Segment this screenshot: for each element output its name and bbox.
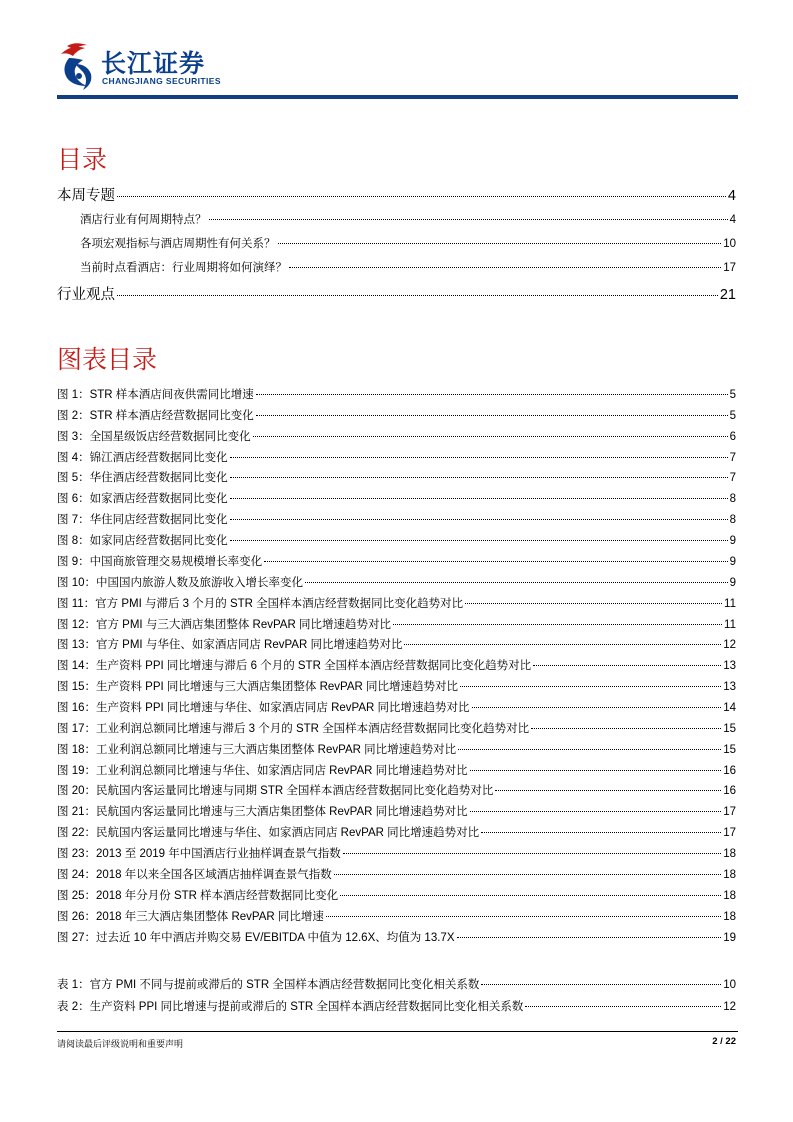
figure-entry[interactable] (57, 490, 736, 506)
figure-entry[interactable] (57, 532, 736, 548)
figure-entry-label: 图 24：2018 年以来全国各区域酒店抽样调查景气指数 (57, 869, 332, 881)
figure-entry[interactable] (57, 803, 736, 819)
figure-entry[interactable] (57, 762, 736, 778)
figure-entry-page: 19 (723, 932, 736, 944)
table-entry[interactable] (57, 976, 736, 992)
figure-entry[interactable] (57, 866, 736, 882)
header (57, 40, 737, 98)
toc-entry-page: 17 (723, 262, 736, 274)
dot-leader (343, 853, 721, 854)
figure-entry[interactable] (57, 616, 736, 632)
dot-leader (457, 937, 722, 938)
figure-entry-page: 13 (723, 681, 736, 693)
dot-leader (481, 984, 721, 985)
toc-entry[interactable] (57, 184, 736, 205)
figure-entry-label: 图 14：生产资料 PPI 同比增速与滞后 6 个月的 STR 全国样本酒店经营数据同比变化趋势对比 (57, 660, 532, 672)
figure-entry-page: 7 (729, 452, 736, 464)
dot-leader (305, 582, 728, 583)
figure-entry-page: 5 (729, 389, 736, 401)
dot-leader (230, 477, 728, 478)
toc-entry-label: 行业观点 (57, 287, 115, 303)
figure-entry-page: 18 (723, 869, 736, 881)
figure-entry-page: 8 (729, 514, 736, 526)
dot-leader (230, 519, 728, 520)
toc-entry-label: 酒店行业有何周期特点？ (80, 214, 207, 226)
figure-entry-label: 图 2：STR 样本酒店经营数据同比变化 (57, 410, 254, 422)
figure-entry-page: 15 (723, 723, 736, 735)
figure-entry-label: 图 25：2018 年分月份 STR 样本酒店经营数据同比变化 (57, 890, 339, 902)
figure-entry-label: 图 11：官方 PMI 与滞后 3 个月的 STR 全国样本酒店经营数据同比变化趋势对比 (57, 598, 464, 610)
figure-entry-page: 15 (723, 744, 736, 756)
figure-entry-label: 图 7：华住同店经营数据同比变化 (57, 514, 228, 526)
figure-entry-page: 11 (724, 619, 736, 631)
figure-entry[interactable] (57, 407, 736, 423)
figure-entry-page: 16 (723, 765, 736, 777)
figure-entry-page: 18 (723, 911, 736, 923)
dot-leader (465, 603, 722, 604)
footer-divider (57, 1031, 738, 1032)
figure-entry-label: 图 13：官方 PMI 与华住、如家酒店同店 RevPAR 同比增速趋势对比 (57, 639, 403, 651)
toc-entry-label: 本周专题 (57, 188, 115, 204)
figure-entry[interactable] (57, 574, 736, 590)
figure-entry-label: 图 6：如家酒店经营数据同比变化 (57, 493, 228, 505)
header-divider (57, 95, 738, 99)
figure-entry-label: 图 10：中国国内旅游人数及旅游收入增长率变化 (57, 577, 303, 589)
toc-entry[interactable] (80, 259, 736, 275)
dot-leader (209, 219, 728, 220)
dot-leader (256, 415, 728, 416)
dot-leader (460, 686, 721, 687)
figure-entry[interactable] (57, 782, 736, 798)
figure-entry-label: 图 22：民航国内客运量同比增速与华住、如家酒店同店 RevPAR 同比增速趋势对比 (57, 827, 480, 839)
figure-entry-label: 图 16：生产资料 PPI 同比增速与华住、如家酒店同店 RevPAR 同比增速趋势对比 (57, 702, 470, 714)
figure-entry-page: 18 (723, 848, 736, 860)
figure-entry-label: 图 12：官方 PMI 与三大酒店集团整体 RevPAR 同比增速趋势对比 (57, 619, 391, 631)
table-entry-label: 表 1：官方 PMI 不同与提前或滞后的 STR 全国样本酒店经营数据同比变化相关系数 (57, 979, 480, 991)
figure-entry[interactable] (57, 449, 736, 465)
dot-leader (533, 665, 721, 666)
table-entry-label: 表 2：生产资料 PPI 同比增速与提前或滞后的 STR 全国样本酒店经营数据同比变化相关系数 (57, 1001, 524, 1013)
table-entry[interactable] (57, 998, 736, 1014)
figure-entry[interactable] (57, 824, 736, 840)
figure-entry[interactable] (57, 908, 736, 924)
figure-entry[interactable] (57, 428, 736, 444)
dot-leader (525, 1006, 721, 1007)
toc-title: 目录 (57, 145, 108, 174)
toc-entry-page: 10 (723, 238, 736, 250)
dot-leader (117, 295, 718, 296)
dot-leader (340, 895, 721, 896)
figure-entry[interactable] (57, 511, 736, 527)
figure-entry-page: 12 (723, 639, 736, 651)
figure-entry[interactable] (57, 741, 736, 757)
dot-leader (264, 561, 728, 562)
dot-leader (458, 749, 721, 750)
dot-leader (230, 498, 728, 499)
toc-entry[interactable] (57, 283, 736, 304)
figure-entry-label: 图 3：全国星级饭店经营数据同比变化 (57, 431, 251, 443)
dot-leader (326, 916, 721, 917)
figure-entry-label: 图 23：2013 至 2019 年中国酒店行业抽样调查景气指数 (57, 848, 341, 860)
figure-entry-page: 5 (729, 410, 736, 422)
dot-leader (256, 394, 728, 395)
figure-entry-label: 图 1：STR 样本酒店间夜供需同比增速 (57, 389, 254, 401)
dot-leader (404, 644, 721, 645)
figure-entry-page: 9 (729, 577, 736, 589)
dot-leader (495, 790, 721, 791)
figure-entry-page: 7 (729, 472, 736, 484)
figure-entry-label: 图 8：如家同店经营数据同比变化 (57, 535, 228, 547)
figure-entry-page: 14 (723, 702, 736, 714)
figure-entry-page: 16 (723, 785, 736, 797)
toc-entry-page: 4 (729, 214, 736, 226)
figure-entry-label: 图 9：中国商旅管理交易规模增长率变化 (57, 556, 263, 568)
figure-entry-page: 9 (729, 535, 736, 547)
toc-entry[interactable] (80, 211, 736, 227)
figure-entry[interactable] (57, 386, 736, 402)
footer-disclaimer: 请阅读最后评级说明和重要声明 (57, 1039, 184, 1049)
figure-entry-label: 图 21：民航国内客运量同比增速与三大酒店集团整体 RevPAR 同比增速趋势对比 (57, 806, 468, 818)
figure-entry-label: 图 27：过去近 10 年中酒店并购交易 EV/EBITDA 中值为 12.6X、均值为 13.7X (57, 932, 455, 944)
figure-entry[interactable] (57, 553, 736, 569)
dot-leader (470, 811, 722, 812)
figure-entry-label: 图 18：工业利润总额同比增速与三大酒店集团整体 RevPAR 同比增速趋势对比 (57, 744, 457, 756)
figure-list-title: 图表目录 (57, 345, 158, 374)
figure-entry-page: 11 (724, 598, 736, 610)
toc-entry-label: 各项宏观指标与酒店周期性有何关系？ (80, 238, 276, 250)
changjiang-logo-icon (57, 42, 97, 92)
dot-leader (253, 436, 728, 437)
dot-leader (278, 243, 722, 244)
figure-entry-label: 图 4：锦江酒店经营数据同比变化 (57, 452, 228, 464)
toc-entry-label: 当前时点看酒店：行业周期将如何演绎？ (80, 262, 287, 274)
figure-entry[interactable] (57, 887, 736, 903)
dot-leader (472, 707, 722, 708)
toc-entry-page: 21 (719, 287, 736, 303)
dot-leader (481, 832, 721, 833)
figure-entry[interactable] (57, 699, 736, 715)
table-entry-page: 12 (723, 1001, 736, 1013)
toc-entry[interactable] (80, 235, 736, 251)
figure-entry-label: 图 26：2018 年三大酒店集团整体 RevPAR 同比增速 (57, 911, 324, 923)
figure-entry-page: 17 (723, 827, 736, 839)
figure-entry-label: 图 17：工业利润总额同比增速与滞后 3 个月的 STR 全国样本酒店经营数据同比变化趋势对比 (57, 723, 530, 735)
figure-entry[interactable] (57, 657, 736, 673)
logo-text-cn: 长江证券 (101, 49, 206, 78)
dot-leader (393, 624, 722, 625)
page-number: 2 / 22 (712, 1036, 736, 1047)
figure-entry-label: 图 5：华住酒店经营数据同比变化 (57, 472, 228, 484)
figure-entry-label: 图 19：工业利润总额同比增速与华住、如家酒店同店 RevPAR 同比增速趋势对比 (57, 765, 468, 777)
logo-text-en: CHANGJIANG SECURITIES (102, 76, 221, 86)
figure-entry[interactable] (57, 678, 736, 694)
dot-leader (334, 874, 721, 875)
figure-entry-page: 18 (723, 890, 736, 902)
dot-leader (470, 770, 722, 771)
figure-entry[interactable] (57, 595, 736, 611)
dot-leader (230, 457, 728, 458)
dot-leader (531, 728, 721, 729)
figure-entry-page: 17 (723, 806, 736, 818)
dot-leader (230, 540, 728, 541)
figure-entry-page: 13 (723, 660, 736, 672)
figure-entry-label: 图 20：民航国内客运量同比增速与同期 STR 全国样本酒店经营数据同比变化趋势对比 (57, 785, 494, 797)
table-entry-page: 10 (723, 979, 736, 991)
figure-entry[interactable] (57, 845, 736, 861)
dot-leader (117, 196, 726, 197)
figure-entry[interactable] (57, 636, 736, 652)
figure-entry-page: 6 (729, 431, 736, 443)
toc-entry-page: 4 (727, 188, 736, 204)
figure-entry[interactable] (57, 720, 736, 736)
figure-entry-page: 9 (729, 556, 736, 568)
figure-entry-page: 8 (729, 493, 736, 505)
dot-leader (289, 267, 721, 268)
figure-entry[interactable] (57, 469, 736, 485)
figure-entry-label: 图 15：生产资料 PPI 同比增速与三大酒店集团整体 RevPAR 同比增速趋势对比 (57, 681, 459, 693)
figure-entry[interactable] (57, 929, 736, 945)
